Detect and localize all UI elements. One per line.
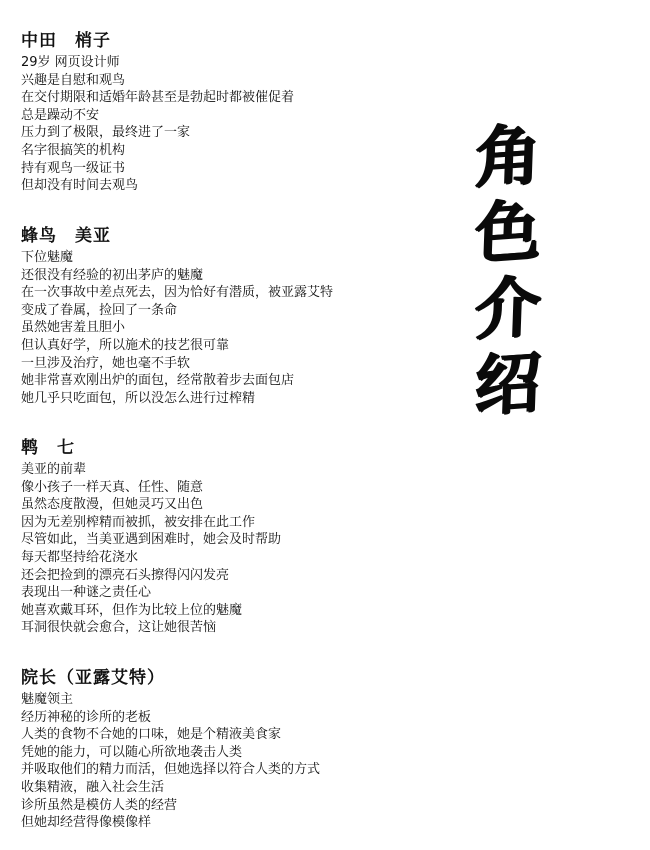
description-line: 变成了眷属，捡回了一条命 [21,302,178,318]
character-description [21,249,441,407]
character-profile-hachidori-mia [21,225,441,407]
description-line: 收集精液，融入社会生活 [21,779,165,795]
description-line: 耳洞很快就会愈合，这让她很苦恼 [21,620,217,636]
description-line: 但却没有时间去观鸟 [21,178,139,194]
description-line: 兴趣是自慰和观鸟 [21,72,126,88]
description-line: 还会把捡到的漂亮石头擦得闪闪发亮 [21,567,230,583]
description-line: 她喜欢戴耳环，但作为比较上位的魅魔 [21,602,243,618]
description-line: 尽管如此，当美亚遇到困难时，她会及时帮助 [21,532,282,548]
character-description [21,54,441,195]
description-line: 在交付期限和适婚年龄甚至是勃起时都被催促着 [21,90,295,106]
description-line: 诊所虽然是模仿人类的经营 [21,797,178,813]
description-line: 名字很搞笑的机构 [21,142,126,158]
title-character: 绍 [473,342,543,426]
description-line: 总是躁动不安 [21,107,100,123]
character-profile-hiyodori-nana [21,437,441,637]
description-line: 像小孩子一样天真、任性、随意 [21,479,204,495]
character-profile-director-aruette [21,667,441,832]
character-name: 蜂鸟 美亚 [21,226,111,246]
description-line: 但认真好学，所以施术的技艺很可靠 [21,337,230,353]
description-line: 压力到了极限，最终进了一家 [21,125,191,141]
character-description [21,691,441,832]
description-line: 美亚的前辈 [21,462,87,477]
vertical-brush-title [458,114,558,426]
description-line: 一旦涉及治疗，她也毫不手软 [21,355,191,371]
character-profile-nakata-shoko [21,30,441,195]
description-line: 因为无差别榨精而被抓，被安排在此工作 [21,514,256,530]
description-line: 29岁 网页设计师 [21,55,120,70]
character-description [21,461,441,637]
description-line: 经历神秘的诊所的老板 [21,709,152,725]
description-line: 虽然她害羞且胆小 [21,320,126,336]
description-line: 每天都坚持给花浇水 [21,549,139,565]
description-line: 在一次事故中差点死去，因为恰好有潜质，被亚露艾特 [21,285,334,301]
description-line: 还很没有经验的初出茅庐的魅魔 [21,267,204,283]
character-name: 鹎 七 [21,438,75,458]
description-line: 虽然态度散漫，但她灵巧又出色 [21,497,204,513]
title-character: 角 [473,114,543,198]
description-line: 持有观鸟一级证书 [21,160,126,176]
description-line: 她几乎只吃面包，所以没怎么进行过榨精 [21,390,256,406]
character-name: 院长（亚露艾特） [21,668,165,688]
description-line: 凭她的能力，可以随心所欲地袭击人类 [21,744,243,760]
description-line: 并吸取他们的精力而活，但她选择以符合人类的方式 [21,762,321,778]
description-line: 但她却经营得像模像样 [21,815,152,831]
description-line: 表现出一种谜之责任心 [21,585,152,601]
description-line: 魅魔领主 [21,692,74,707]
title-character: 介 [473,266,543,350]
title-character: 色 [473,190,543,274]
description-line: 人类的食物不合她的口味，她是个精液美食家 [21,727,282,743]
description-line: 她非常喜欢刚出炉的面包，经常散着步去面包店 [21,373,295,389]
description-line: 下位魅魔 [21,250,74,265]
character-name: 中田 梢子 [21,31,111,51]
